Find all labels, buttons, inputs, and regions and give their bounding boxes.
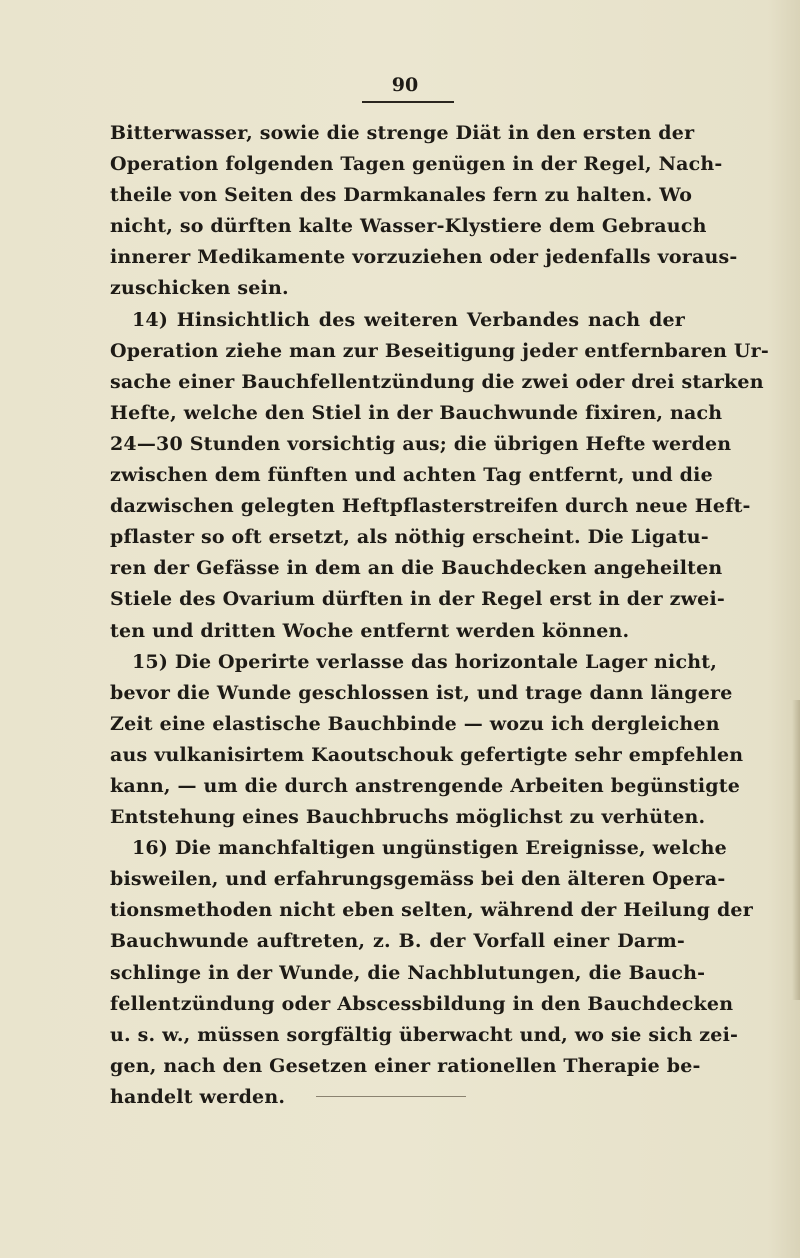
text-line: gen, nach den Gesetzen einer rationellen Therapie be- (110, 1054, 701, 1077)
text-line: zuschicken sein. (110, 277, 289, 300)
end-rule (316, 1096, 466, 1097)
body-text (110, 118, 769, 1113)
text-line: Operation ziehe man zur Beseitigung jeder entfernbaren Ur- (110, 339, 769, 362)
text-line: nicht, so dürften kalte Wasser-Klystiere dem Gebrauch (110, 215, 707, 238)
text-line: innerer Medikamente vorzuziehen oder jedenfalls voraus- (110, 246, 738, 269)
text-line: ren der Gefässe in dem an die Bauchdecken angeheilten (110, 557, 723, 580)
text-line: 15) Die Operirte verlasse das horizontale Lager nicht, (132, 650, 718, 673)
text-line: tionsmethoden nicht eben selten, während der Heilung der (110, 899, 753, 922)
page-number-rule (362, 101, 454, 103)
text-line: kann, — um die durch anstrengende Arbeiten begünstigte (110, 774, 741, 797)
text-line: fellentzündung oder Abscessbildung in den Bauchdecken (110, 992, 734, 1015)
text-line: 24—30 Stunden vorsichtig aus; die übrigen Hefte werden (110, 432, 732, 455)
text-line: dazwischen gelegten Heftpflasterstreifen durch neue Heft- (110, 495, 751, 518)
text-line: Bitterwasser, sowie die strenge Diät in den ersten der (110, 122, 695, 144)
text-line: zwischen dem fünften und achten Tag entfernt, und die (110, 464, 713, 487)
text-line: Operation folgenden Tagen genügen in der Regel, Nach- (110, 153, 723, 176)
text-line: Entstehung eines Bauchbruchs möglichst zu verhüten. (110, 806, 706, 829)
text-line: bevor die Wunde geschlossen ist, und trage dann längere (110, 681, 733, 704)
text-line: pflaster so oft ersetzt, als nöthig erscheint. Die Ligatu- (110, 526, 709, 549)
text-line: handelt werden. (110, 1085, 286, 1108)
text-line: Zeit eine elastische Bauchbinde — wozu ich dergleichen (110, 712, 720, 735)
page-edge-shadow (792, 700, 800, 1000)
page-number: 90 (391, 74, 419, 96)
text-line: Stiele des Ovarium dürften in der Regel erst in der zwei- (110, 588, 725, 611)
text-line: Bauchwunde auftreten, z. B. der Vorfall einer Darm- (110, 930, 685, 953)
text-line: theile von Seiten des Darmkanales fern zu halten. Wo (110, 184, 693, 207)
text-line: u. s. w., müssen sorgfältig überwacht und, wo sie sich zei- (110, 1023, 739, 1046)
text-line: schlinge in der Wunde, die Nachblutungen, die Bauch- (110, 961, 706, 984)
text-line: 14) Hinsichtlich des weiteren Verbandes nach der (132, 308, 685, 331)
text-line: ten und dritten Woche entfernt werden können. (110, 619, 630, 642)
text-line: 16) Die manchfaltigen ungünstigen Ereignisse, welche (132, 837, 727, 860)
text-line: Hefte, welche den Stiel in der Bauchwunde fixiren, nach (110, 401, 723, 424)
text-line: sache einer Bauchfellentzündung die zwei oder drei starken (110, 370, 764, 393)
text-line: bisweilen, und erfahrungsgemäss bei den älteren Opera- (110, 868, 726, 891)
text-line: aus vulkanisirtem Kaoutschouk gefertigte sehr empfehlen (110, 743, 744, 766)
